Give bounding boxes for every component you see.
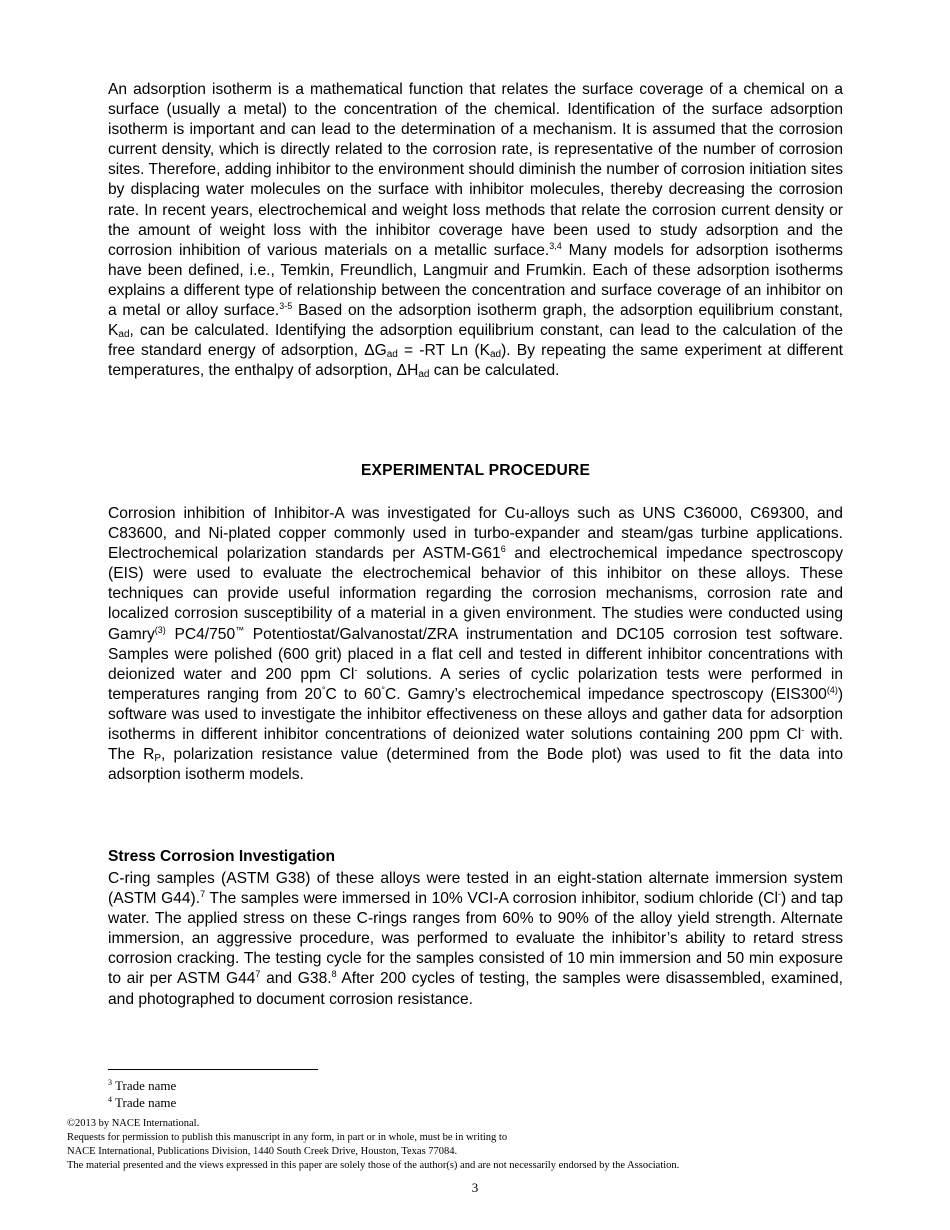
footnote-divider [108, 1069, 318, 1070]
section-heading: EXPERIMENTAL PROCEDURE [360, 462, 591, 479]
copyright-line: ©2013 by NACE International. [67, 1118, 200, 1129]
paragraph-adsorption-isotherm: An adsorption isotherm is a mathematical function that relates the surface coverage of a chemical on a surface (usually a metal) to the concentration of the chemical. Identification of the surface adsorption isotherm is important and can lead to the determination of a mechanism. It is assumed that the corrosion current density, which is directly related to the corrosion rate, is representative of the number of corrosion sites. Therefore, adding inhibitor to the environment should diminish the number of corrosion initiation sites by displacing water molecules on the surface with inhibitor molecules, thereby decreasing the corrosion rate. In recent years, electrochemical and weight loss methods that relate the corrosion current density or the amount of weight loss with the inhibitor coverage have been used to study adsorption and the corrosion inhibition of various materials on a metallic surface.$^{3,4}$ Many models for adsorption isotherms have been defined, i.e., Temkin, Freundlich, Langmuir and Frumkin. Each of these adsorption isotherms explains a different type of relationship between the concentration and surface coverage of an inhibitor on a metal or alloy surface.$^{3-5}$ Based on the adsorption isotherm graph, the adsorption equilibrium constant, $K_{ad}$, can be calculated. Identifying the adsorption equilibrium constant, can lead to the calculation of the free standard energy of adsorption, $\Delta G_{ad} = -RT$ Ln $(K_{ad})$. By repeating the same experiment at different temperatures, the enthalpy of adsorption, $\Delta H_{ad}$ can be calculated. [108, 81, 843, 381]
paragraph-experimental-procedure: Corrosion inhibition of Inhibitor-A was investigated for Cu-alloys such as UNS C36000, C69300, and C83600, and Ni-plated copper commonly used in turbo-expander and steam/gas turbine applications. Electrochemical polarization standards per ASTM-$G61^6$ and electrochemical impedance spectroscopy (EIS) were used to evaluate the electrochemical behavior of this inhibitor on these alloys. These techniques can provide useful information regarding the corrosion mechanisms, corrosion rate and localized corrosion susceptibility of a material in a given environment. The studies were conducted using Gamry$^{(3)}$ PC4/750™ Potentiostat/Galvanostat/ZRA instrumentation and DC105 corrosion test software. Samples were polished (600 grit) placed in a flat cell and tested in different inhibitor concentrations with deionized water and 200 ppm Cl- solutions. A series of cyclic polarization tests were performed in temperatures ranging from 20°C to 60°C. Gamry’s electrochemical impedance spectroscopy (EIS300$^{(4)}$) software was used to investigate the inhibitor effectiveness on these alloys and gather data for adsorption isotherms in different inhibitor concentrations of deionized water solutions containing 200 ppm Cl- with. The $R_P$, polarization resistance value (determined from the Bode plot) was used to fit the data into adsorption isotherm models. [108, 505, 844, 784]
footnote-4: $^4$ Trade name [108, 1095, 177, 1110]
subsection-heading: Stress Corrosion Investigation [108, 848, 336, 865]
paragraph-stress-corrosion: C-ring samples (ASTM G38) of these alloys were tested in an eight-station alternate immersion system (ASTM G44).$^7$ The samples were immersed in 10% VCI-A corrosion inhibitor, sodium chloride (Cl-) and tap water. The applied stress on these C-rings ranges from 60% to 90% of the alloy yield strength. Alternate immersion, an aggressive procedure, was performed to evaluate the inhibitor’s ability to retard stress corrosion cracking. The testing cycle for the samples consisted of 10 min immersion and 50 min exposure to air per ASTM $G44^7$ and G38.$^8$ After 200 cycles of testing, the samples were disassembled, examined, and photographed to document corrosion resistance. [108, 870, 844, 1008]
page-number: 3 [471, 1180, 479, 1195]
publisher-address: NACE International, Publications Division, 1440 South Creek Drive, Houston, Texas 77084. [67, 1146, 458, 1157]
footnote-3: $^3$ Trade name [108, 1078, 177, 1093]
permission-notice: Requests for permission to publish this manuscript in any form, in part or in whole, must be in writing to [67, 1132, 508, 1143]
disclaimer: The material presented and the views expressed in this paper are solely those of the author(s) and are not necessarily endorsed by the Association. [67, 1160, 680, 1171]
